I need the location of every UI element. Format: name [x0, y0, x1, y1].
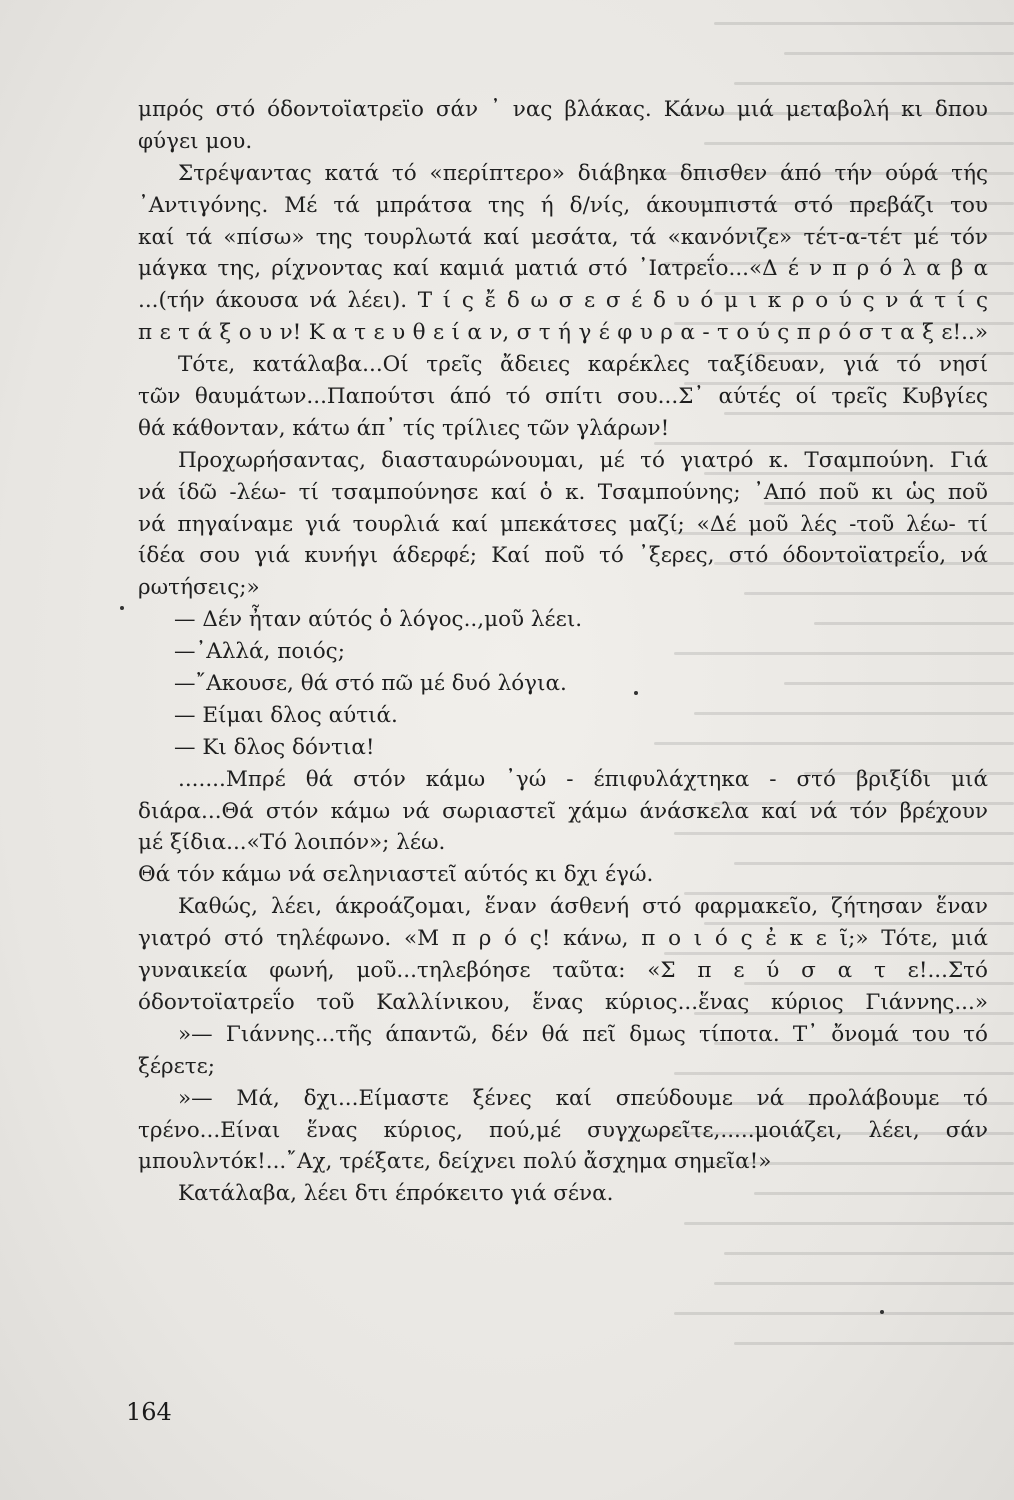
text-line: διάρα...Θά στόν κάμω νά σωριαστεῖ χάμω άνάσκελα καί νά τόν βρέχουν — [138, 798, 988, 824]
text-line: γυναικεία φωνή, μοῦ...τηλεβόησε ταῦτα: «Σ π ε ύ σ α τ ε!...Στό — [138, 958, 988, 984]
print-speck — [120, 606, 124, 610]
text-line: μπουλντόκ!...῎Αχ, τρέξατε, δείχνει πολύ ἄσχημα σημεῖα!» — [138, 1149, 772, 1175]
text-line: ρωτήσεις;» — [138, 575, 260, 601]
text-line: γιατρό στό τηλέφωνο. «Μ π ρ ό ς! κάνω, π ο ι ό ς ἐ κ ε ῖ;» Τότε, μιά — [138, 926, 988, 952]
text-line: π ε τ ά ξ ο υ ν! Κ α τ ε υ θ ε ί α ν, σ τ ή γ έ φ υ ρ α - τ ο ύ ς π ρ ό σ τ α ξ ε!..» — [138, 320, 988, 346]
text-line: Προχωρήσαντας, διασταυρώνουμαι, μέ τό γιατρό κ. Τσαμπούνη. Γιά — [178, 447, 988, 473]
text-line: Στρέψαντας κατά τό «περίπτερο» διάβηκα δπισθεν άπό τήν ούρά τής — [178, 160, 988, 186]
text-line: ξέρετε; — [138, 1053, 216, 1079]
text-line: νά πηγαίναμε γιά τουρλιά καί μπεκάτσες μαζί; «Δέ μοῦ λές -τοῦ λέω- τί — [138, 511, 988, 537]
dialogue-line: — Είμαι δλος αύτιά. — [174, 702, 398, 728]
body-text — [138, 94, 988, 1210]
dialogue-line: — Κι δλος δόντια! — [174, 734, 375, 760]
text-line: καί τά «πίσω» της τουρλωτά καί μεσάτα, τά «κανόνιζε» τέτ-α-τέτ μέ τόν — [138, 224, 988, 250]
text-line: Κατάλαβα, λέει δτι έπρόκειτο γιά σένα. — [178, 1181, 614, 1207]
text-line: θά κάθονταν, κάτω άπ᾽ τίς τρίλιες τῶν γλάρων! — [138, 415, 670, 441]
text-line: νά ίδῶ -λέω- τί τσαμπούνησε καί ὁ κ. Τσαμπούνης; ᾽Από ποῦ κι ὡς ποῦ — [138, 479, 988, 505]
text-line: μέ ξίδια...«Τό λοιπόν»; λέω. — [138, 830, 446, 856]
text-line: .......Μπρέ θά στόν κάμω ᾽γώ - έπιφυλάχτηκα - στό βριξίδι μιά — [178, 766, 988, 792]
text-line: Θά τόν κάμω νά σεληνιαστεῖ αύτός κι δχι έγώ. — [138, 862, 654, 888]
text-line: τῶν θαυμάτων...Παπούτσι άπό τό σπίτι σου...Σ᾽ αύτές οί τρεῖς Κυβγίες — [138, 384, 988, 410]
page-number: 164 — [126, 1398, 172, 1426]
text-line: φύγει μου. — [138, 128, 253, 154]
text-line: ᾽Αντιγόνης. Μέ τά μπράτσα της ή δ/νίς, άκουμπιστά στό πρεβάζι του — [138, 192, 988, 218]
dialogue-line: —῎Ακουσε, θά στό πῶ μέ δυό λόγια. — [174, 671, 567, 697]
text-line: Καθώς, λέει, άκροάζομαι, ἕναν άσθενή στό φαρμακεῖο, ζήτησαν ἕναν — [178, 894, 988, 920]
text-line: τρένο...Είναι ἕνας κύριος, πού,μέ συγχωρεῖτε,.....μοιάζει, λέει, σάν — [138, 1117, 988, 1143]
dialogue-line: — Δέν ἦταν αύτός ὁ λόγος..,μοῦ λέει. — [174, 607, 583, 633]
text-line: »— Γιάννης...τῆς άπαντῶ, δέν θά πεῖ δμως τίποτα. Τ᾽ ὄνομά του τό — [178, 1021, 988, 1047]
text-line: »— Μά, δχι...Είμαστε ξένες καί σπεύδουμε νά προλάβουμε τό — [178, 1085, 988, 1111]
text-line: μάγκα της, ρίχνοντας καί καμιά ματιά στό ᾽Ιατρεΐο...«Δ έ ν π ρ ό λ α β α — [138, 256, 988, 282]
print-speck — [880, 1310, 884, 1314]
text-line: όδοντοϊατρεΐο τοῦ Καλλίνικου, ἕνας κύριος...ἕνας κύριος Γιάννης...» — [138, 989, 988, 1015]
print-speck — [634, 691, 638, 695]
text-line: Τότε, κατάλαβα...Οί τρεῖς ἄδειες καρέκλες ταξίδευαν, γιά τό νησί — [178, 352, 988, 378]
text-line: ...(τήν άκουσα νά λέει). Τ ί ς ἔ δ ω σ ε σ έ δ υ ό μ ι κ ρ ο ύ ς ν ά τ ί ς — [138, 288, 988, 314]
text-line: ίδέα σου γιά κυνήγι άδερφέ; Καί ποῦ τό ᾽ξερες, στό όδοντοϊατρεΐο, νά — [138, 543, 988, 569]
text-line: μπρός στό όδοντοϊατρεϊο σάν ᾽ νας βλάκας. Κάνω μιά μεταβολή κι δπου — [138, 97, 988, 122]
dialogue-line: —᾽Αλλά, ποιός; — [174, 639, 345, 665]
